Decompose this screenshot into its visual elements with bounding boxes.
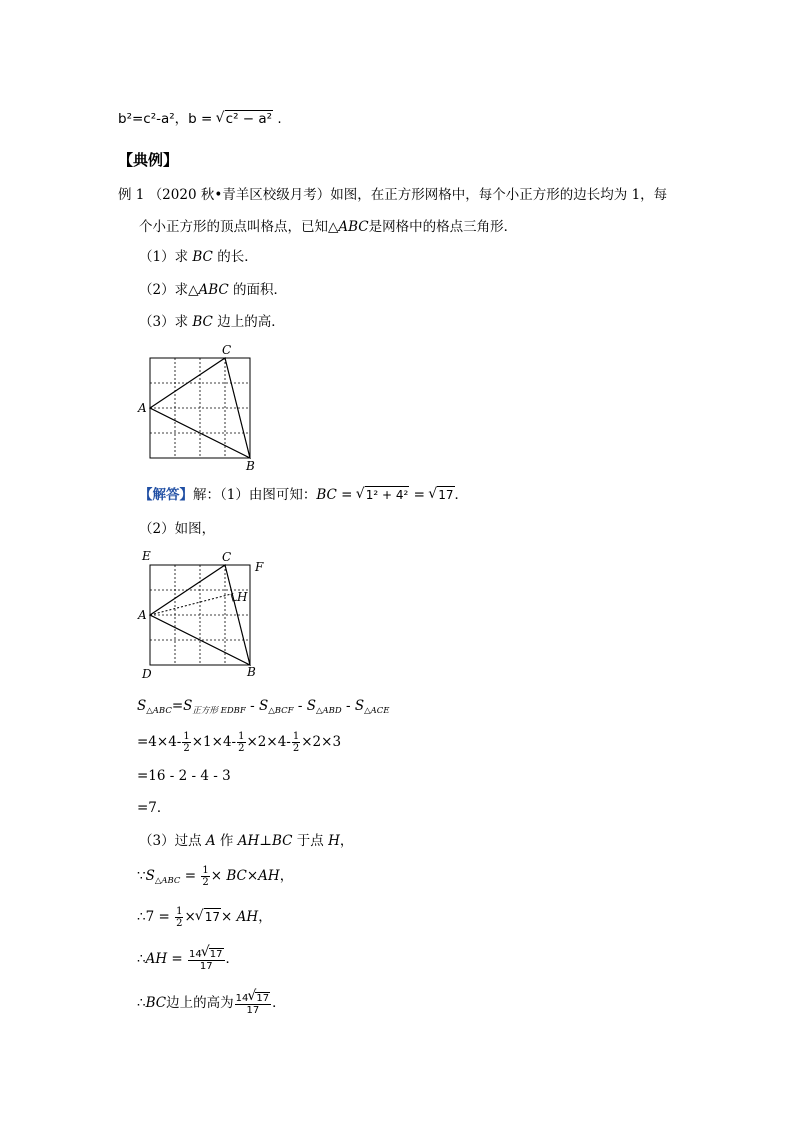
altitude-ah xyxy=(150,593,235,615)
answer-part-3: （3）过点 A 作 AH⊥BC 于点 H， xyxy=(139,833,354,849)
fraction-half: $\frac{1}{2}$ xyxy=(183,731,190,754)
question-3: （3）求 BC 边上的高． xyxy=(139,314,285,330)
label-c: C xyxy=(222,343,232,357)
grid-lines xyxy=(150,358,250,458)
formula-top-text: b²=c²-a²，b = xyxy=(118,111,213,127)
area-calc-3: =7． xyxy=(137,800,171,816)
sqrt-c2-a2: √ c² − a² xyxy=(217,110,273,128)
question-1: （1）求 BC 的长． xyxy=(139,249,258,265)
area-calc-1: =4×4- $\frac{1}{2}$ ×1×4- $\frac{1}{2}$ ×2×4- $\frac{1}{2}$ ×2×3 xyxy=(137,731,342,754)
therefore-line-3: ∴BC边上的高为 $\frac{14√ 17}{17}$ ． xyxy=(137,987,286,1019)
example-line-1: 例 1 （2020 秋•青羊区校级月考）如图，在正方形网格中，每个小正方形的边长均为 1，每 xyxy=(118,187,668,203)
label-a-2: A xyxy=(138,608,147,622)
label-a: A xyxy=(138,401,147,415)
therefore-line-2: ∴AH = $\frac{14√ 17}{17}$ ． xyxy=(137,943,239,975)
fraction-half: $\frac{1}{2}$ xyxy=(292,731,300,754)
area-formula: $S_{\triangle ABC}=S_{正方形 EDBF} - S_{\triangle BCF} - S_{\triangle ABD} - S_{\triangle ACE}$ xyxy=(137,698,390,716)
answer-part-1: 【解答】解：（1）由图可知：BC = √ 1² + 4² = √ 17． xyxy=(139,486,468,504)
example-line-2: 个小正方形的顶点叫格点，已知△ABC是网格中的格点三角形． xyxy=(139,219,518,235)
section-heading: 【典例】 xyxy=(118,151,179,169)
because-line: $\because S_{\triangle ABC}$ = $\frac{1}{2}$ × BC×AH， xyxy=(137,865,294,888)
question-2: （2）求△ABC 的面积． xyxy=(139,282,288,298)
fraction-half: $\frac{1}{2}$ xyxy=(238,731,245,754)
therefore-line-1: ∴7 = $\frac{1}{2}$ ×√ 17× AH， xyxy=(137,903,272,931)
area-calc-2: =16 - 2 - 4 - 3 xyxy=(137,768,231,784)
label-c-2: C xyxy=(222,550,232,564)
label-f: F xyxy=(255,560,264,574)
grid-lines-2 xyxy=(150,565,250,665)
label-b-2: B xyxy=(247,665,256,679)
answer-part-2: （2）如图， xyxy=(139,521,216,537)
answer-tag: 【解答】 xyxy=(139,487,193,503)
figure-2-grid-triangle-square xyxy=(130,545,275,685)
formula-top: b²=c²-a²，b = √ c² − a² . xyxy=(118,110,282,128)
figure-1-grid-triangle xyxy=(130,340,270,475)
label-e: E xyxy=(142,549,151,563)
label-b: B xyxy=(246,459,255,473)
label-d: D xyxy=(142,667,152,681)
label-h: H xyxy=(237,590,248,604)
